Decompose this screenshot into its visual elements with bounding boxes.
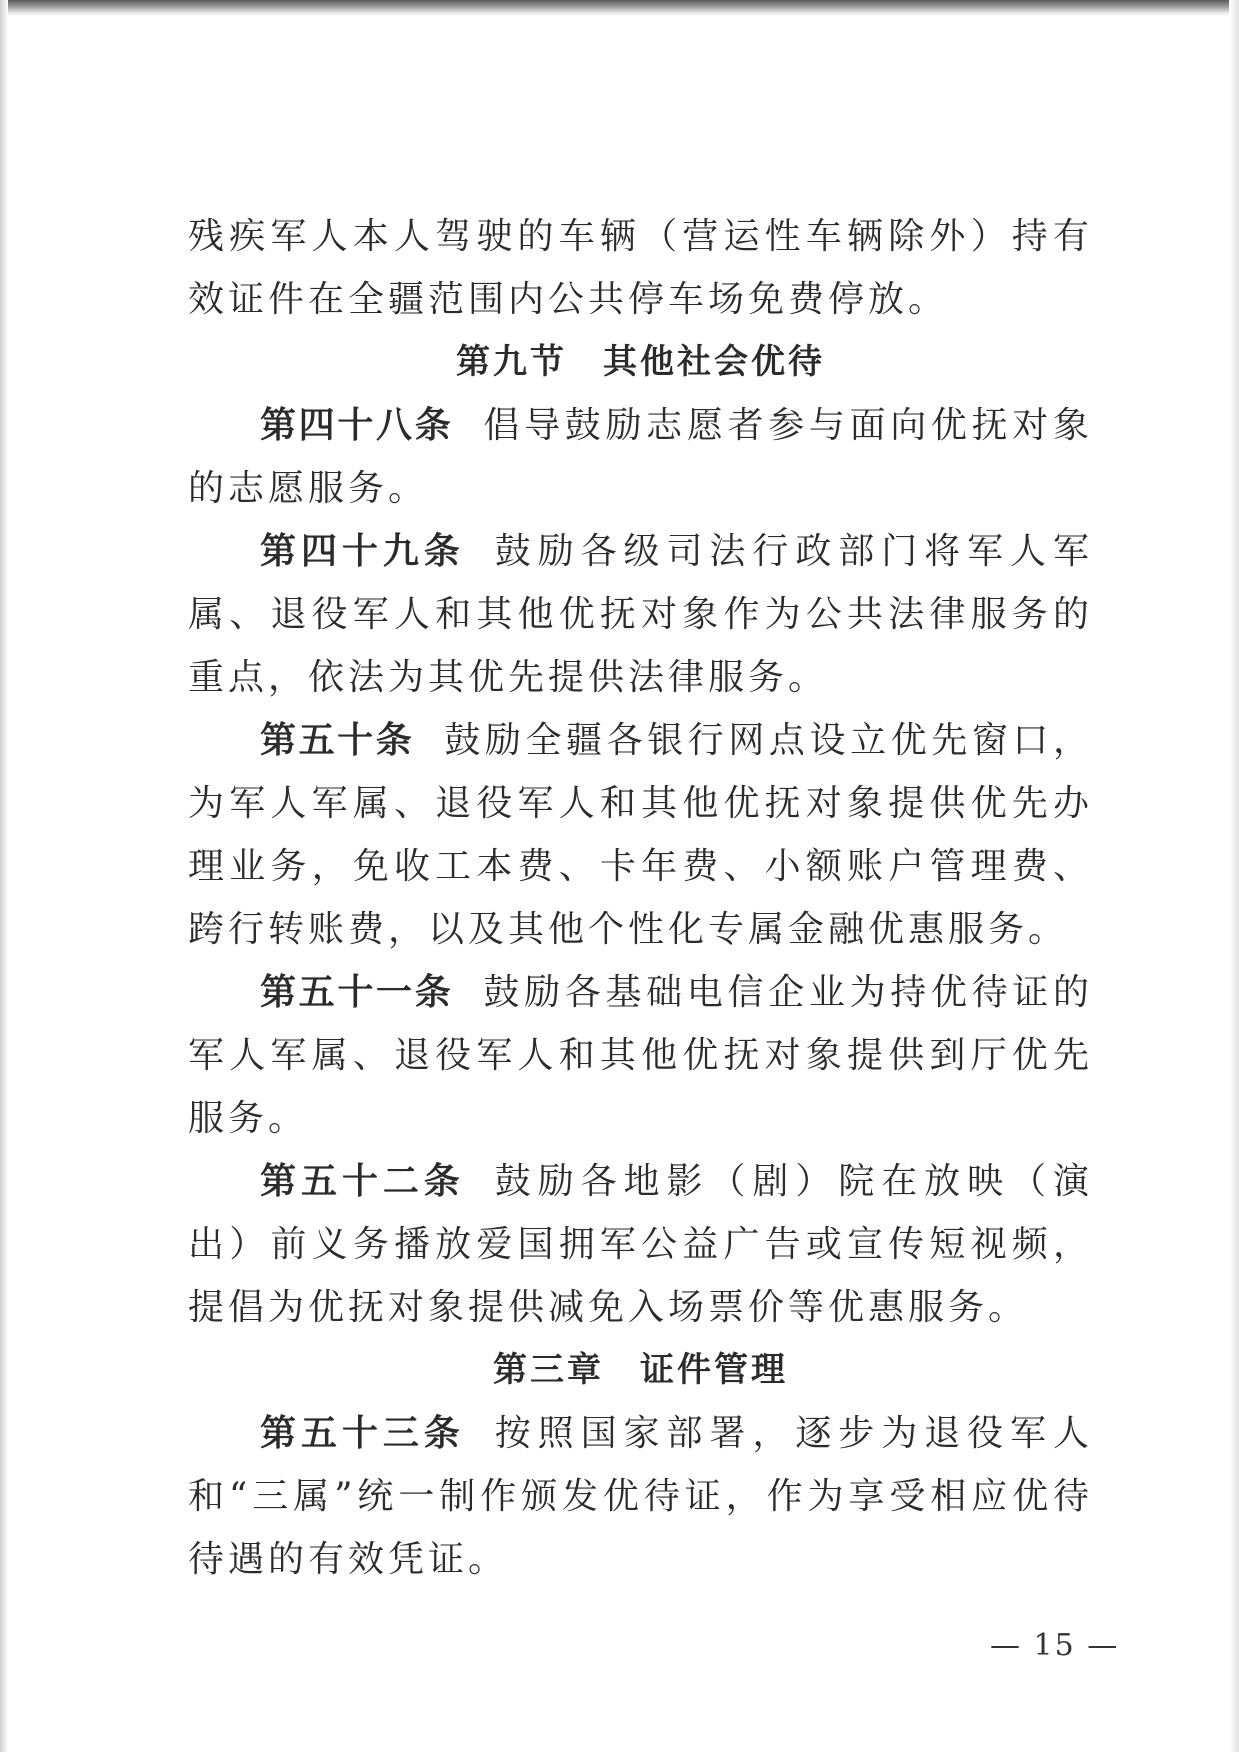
chapter-number: 第三章 bbox=[493, 1350, 604, 1390]
section-number: 第九节 bbox=[456, 342, 567, 382]
section-title: 其他社会优待 bbox=[603, 342, 825, 382]
article-number: 第五十一条 bbox=[260, 972, 454, 1013]
chapter-title: 证件管理 bbox=[640, 1350, 788, 1390]
article-text: 鼓励各基础电信企业为持优待证的军人军属、退役军人和其他优抚对象提供到厅优先服务。 bbox=[188, 972, 1093, 1139]
opening-paragraph: 残疾军人本人驾驶的车辆（营运性车辆除外）持有效证件在全疆范围内公共停车场免费停放。 bbox=[188, 216, 1093, 320]
article-text: 倡导鼓励志愿者参与面向优抚对象的志愿服务。 bbox=[188, 405, 1093, 509]
article-number: 第五十二条 bbox=[260, 1161, 465, 1202]
chapter-heading bbox=[188, 1339, 1093, 1402]
document-body bbox=[188, 205, 1093, 1591]
article-number: 第五十条 bbox=[260, 720, 415, 761]
article-48 bbox=[188, 394, 1093, 520]
article-51 bbox=[188, 961, 1093, 1150]
article-text: 鼓励各地影（剧）院在放映（演出）前义务播放爱国拥军公益广告或宣传短视频，提倡为优抚对象提供减免入场票价等优惠服务。 bbox=[188, 1161, 1093, 1328]
article-53 bbox=[188, 1402, 1093, 1591]
scan-left-edge bbox=[0, 0, 8, 1752]
article-text: 按照国家部署，逐步为退役军人和“三属”统一制作颁发优待证，作为享受相应优待待遇的有效凭证。 bbox=[188, 1413, 1093, 1580]
scan-right-edge bbox=[1229, 0, 1239, 1752]
article-number: 第四十八条 bbox=[260, 405, 454, 446]
article-49 bbox=[188, 520, 1093, 709]
article-text: 鼓励全疆各银行网点设立优先窗口，为军人军属、退役军人和其他优抚对象提供优先办理业务，免收工本费、卡年费、小额账户管理费、跨行转账费，以及其他个性化专属金融优惠服务。 bbox=[188, 720, 1093, 950]
scan-top-edge bbox=[0, 0, 1239, 16]
article-number: 第四十九条 bbox=[260, 531, 465, 572]
article-number: 第五十三条 bbox=[260, 1413, 465, 1454]
page-number: — 15 — bbox=[990, 1628, 1120, 1663]
article-52 bbox=[188, 1150, 1093, 1339]
section-heading bbox=[188, 331, 1093, 394]
article-50 bbox=[188, 709, 1093, 961]
article-text: 鼓励各级司法行政部门将军人军属、退役军人和其他优抚对象作为公共法律服务的重点，依法为其优先提供法律服务。 bbox=[188, 531, 1093, 698]
